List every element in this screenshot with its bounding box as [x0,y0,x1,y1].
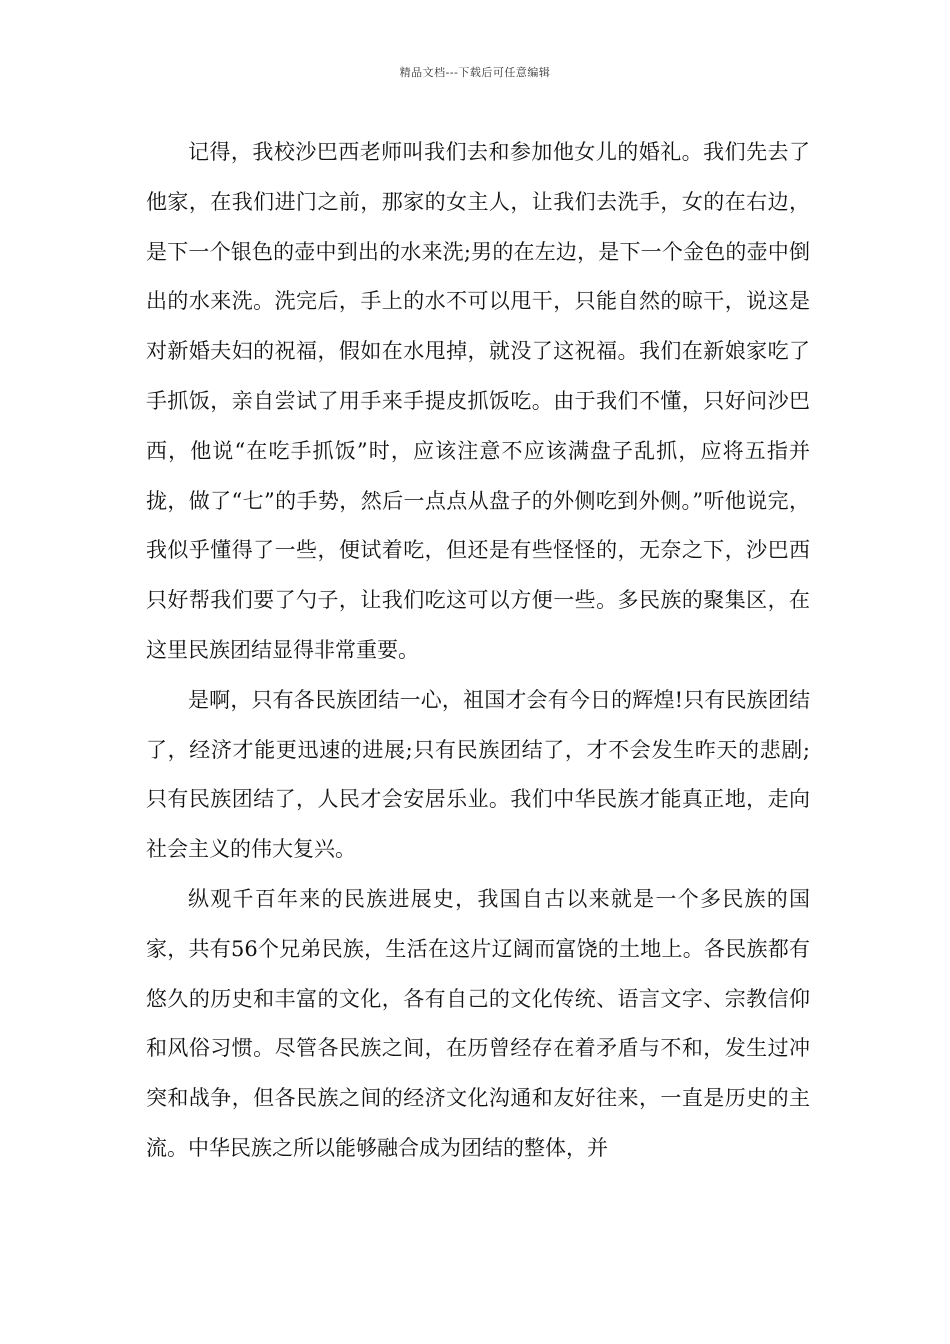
paragraph-3: 纵观千百年来的民族进展史，我国自古以来就是一个多民族的国家，共有56个兄弟民族，生活在这片辽阔而富饶的土地上。各民族都有悠久的历史和丰富的文化，各有自己的文化传统、语言文字、宗教信仰和风俗习惯。尽管各民族之间，在历曾经存在着矛盾与不和，发生过冲突和战争，但各民族之间的经济文化沟通和友好往来，一直是历史的主流。中华民族之所以能够融合成为团结的整体，并 [146,886,810,1160]
document-body [146,128,810,1174]
page-header: 精品文档---下载后可任意编辑 [399,66,551,79]
paragraph-2: 是啊，只有各民族团结一心，祖国才会有今日的辉煌!只有民族团结了，经济才能更迅速的进展;只有民族团结了，才不会发生昨天的悲剧;只有民族团结了，人民才会安居乐业。我们中华民族才能真正地，走向社会主义的伟大复兴。 [146,687,810,862]
paragraph-1: 记得，我校沙巴西老师叫我们去和参加他女儿的婚礼。我们先去了他家，在我们进门之前，那家的女主人，让我们去洗手，女的在右边，是下一个银色的壶中到出的水来洗;男的在左边，是下一个金色的壶中倒出的水来洗。洗完后，手上的水不可以甩干，只能自然的晾干，说这是对新婚夫妇的祝福，假如在水甩掉，就没了这祝福。我们在新娘家吃了手抓饭，亲自尝试了用手来手提皮抓饭吃。由于我们不懂，只好问沙巴西，他说“在吃手抓饭”时，应该注意不应该满盘子乱抓，应将五指并拢，做了“七”的手势，然后一点点从盘子的外侧吃到外侧。”听他说完，我似乎懂得了一些，便试着吃，但还是有些怪怪的，无奈之下，沙巴西只好帮我们要了勺子，让我们吃这可以方便一些。多民族的聚集区，在这里民族团结显得非常重要。 [146,140,810,662]
